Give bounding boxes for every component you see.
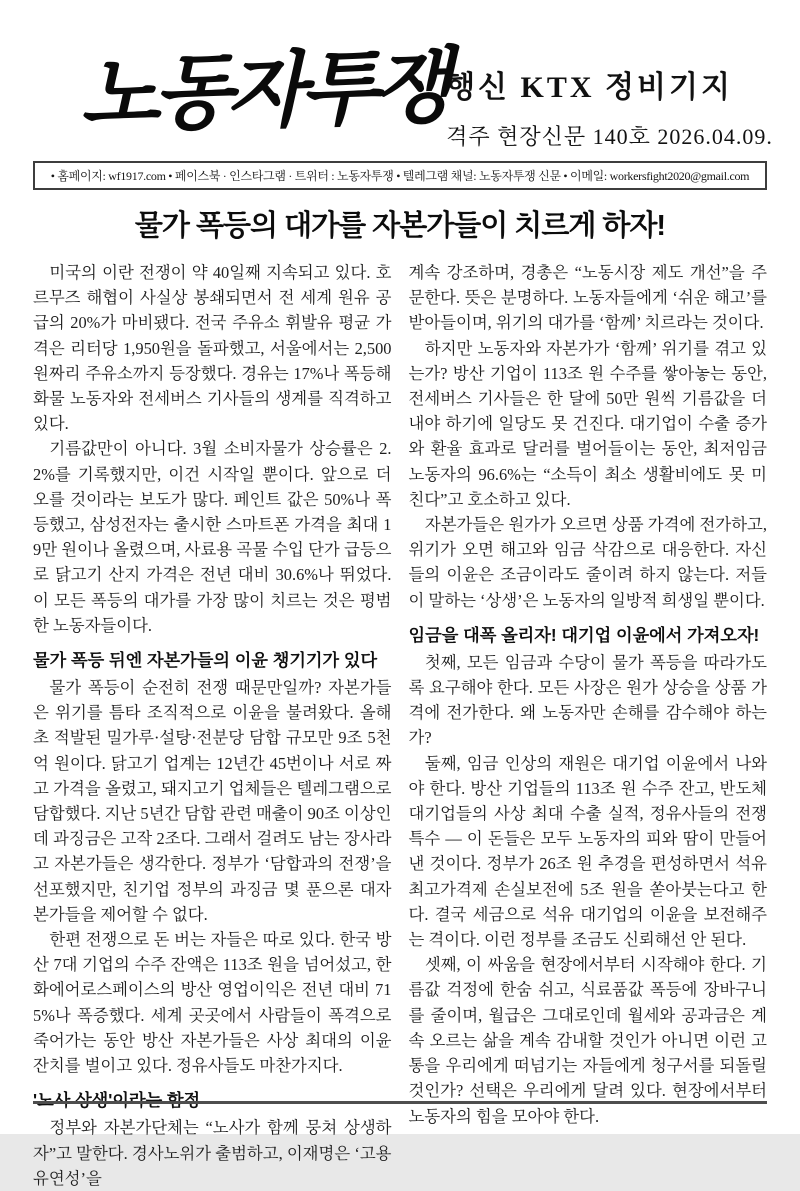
masthead-row <box>0 0 800 151</box>
masthead <box>0 0 800 190</box>
contact-info-bar: • 홈페이지: wf1917.com • 페이스북 · 인스타그램 · 트위터 : 노동자투쟁 • 텔레그램 채널: 노동자투쟁 신문 • 이메일: workersfight2020@gmail.com <box>33 161 767 190</box>
left-column <box>33 260 392 1191</box>
bottom-divider <box>33 1101 767 1104</box>
body-paragraph: 미국의 이란 전쟁이 약 40일째 지속되고 있다. 호르무즈 해협이 사실상 봉쇄되면서 전 세계 원유 공급의 20%가 마비됐다. 전국 주유소 휘발유 평균 가격은 리터당 1,950원을 돌파했고, 서울에서는 2,500원짜리 주유소까지 등장했다. 경유는 17%나 폭등해 화물 노동자와 전세버스 기사들의 생계를 직격하고 있다. <box>33 263 392 434</box>
body-paragraph: 하지만 노동자와 자본가가 ‘함께’ 위기를 겪고 있는가? 방산 기업이 113조 원 수주를 쌓아놓는 동안, 전세버스 기사들은 한 달에 50만 원씩 기름값을 더 내야 하기에 일당도 못 건진다. 대기업이 수출 증가와 환율 효과로 달러를 벌어들이는 동안, 최저임금 노동자의 96.6%는 “소득이 최소 생활비에도 못 미친다”고 호소하고 있다. <box>408 338 767 509</box>
section-heading: '노사 상생'이라는 함정 <box>33 1090 201 1111</box>
body-paragraph: 정부와 자본가단체는 “노사가 함께 뭉쳐 상생하자”고 말한다. 경사노위가 출범하고, 이재명은 ‘고용 유연성’을 <box>33 1118 392 1188</box>
headline: 물가 폭등의 대가를 자본가들이 치르게 하자! <box>134 210 666 242</box>
section-heading: 임금을 대폭 올리자! 대기업 이윤에서 가져오자! <box>408 624 760 645</box>
article-body <box>0 244 800 1191</box>
body-paragraph: 한편 전쟁으로 돈 버는 자들은 따로 있다. 한국 방산 7대 기업의 수주 잔액은 113조 원을 넘어섰고, 한화에어로스페이스의 방산 영업이익은 전년 대비 715%나 폭증했다. 세계 곳곳에서 사람들이 폭격으로 죽어가는 동안 방산 자본가들은 사상 최대의 이윤 잔치를 벌이고 있다. 정유사들도 마찬가지다. <box>33 930 392 1076</box>
issue-line: 격주 현장신문 140호 2026.04.09. <box>446 124 773 149</box>
right-column <box>409 260 768 1191</box>
body-paragraph: 물가 폭등이 순전히 전쟁 때문만일까? 자본가들은 위기를 틈타 조직적으로 이윤을 불려왔다. 올해 초 적발된 밀가루·설탕·전분당 담합 규모만 9조 5천억 원이다. 닭고기 업계는 12년간 45번이나 서로 짜고 가격을 올렸고, 돼지고기 업체들은 텔레그램으로 담합했다. 지난 5년간 담합 관련 매출이 90조 이상인데 과징금은 고작 2조다. 그래서 걸려도 남는 장사라고 자본가들은 생각한다. 정부가 ‘담합과의 전쟁’을 선포했지만, 친기업 정부의 과징금 몇 푼으론 대자본가들을 제어할 수 없다. <box>33 678 392 924</box>
edition-title: 행신 KTX 정비기지 <box>446 71 733 104</box>
section-heading: 물가 폭등 뒤엔 자본가들의 이윤 챙기기가 있다 <box>33 650 378 671</box>
body-paragraph: 계속 강조하며, 경총은 “노동시장 제도 개선”을 주문한다. 뜻은 분명하다. 노동자들에게 ‘쉬운 해고’를 받아들이며, 위기의 대가를 ‘함께’ 치르라는 것이다. <box>408 263 767 333</box>
body-paragraph: 첫째, 모든 임금과 수당이 물가 폭등을 따라가도록 요구해야 한다. 모든 사장은 원가 상승을 상품 가격에 전가한다. 왜 노동자만 손해를 감수해야 하는가? <box>408 652 767 748</box>
newspaper-logo: 노동자투쟁 <box>78 38 448 144</box>
body-paragraph: 셋째, 이 싸움을 현장에서부터 시작해야 한다. 기름값 걱정에 한숨 쉬고, 식료품값 폭등에 장바구니를 줄이며, 월급은 그대로인데 월세와 공과금은 계속 오르는 삶을 계속 감내할 것인가 아니면 이런 고통을 우리에게 떠넘기는 자들에게 청구서를 되돌릴 것인가? 선택은 우리에게 달려 있다. 현장에서부터 노동자의 힘을 모아야 한다. <box>408 955 767 1126</box>
body-paragraph: 둘째, 임금 인상의 재원은 대기업 이윤에서 나와야 한다. 방산 기업들의 113조 원 수주 잔고, 반도체 대기업들의 사상 최대 수출 실적, 정유사들의 전쟁 특수 — 이 돈들은 모두 노동자의 피와 땀이 만들어낸 것이다. 정부가 26조 원 추경을 편성하면서 석유 최고가격제 손실보전에 5조 원을 쏟아붓는다고 한다. 결국 세금으로 석유 대기업의 이윤을 보전해주는 격이다. 이런 정부를 조금도 신뢰해선 안 된다. <box>408 753 767 950</box>
masthead-right <box>446 44 773 151</box>
body-paragraph: 자본가들은 원가가 오르면 상품 가격에 전가하고, 위기가 오면 해고와 임금 삭감으로 대응한다. 자신들의 이윤은 조금이라도 줄이려 하지 않는다. 저들이 말하는 ‘상생’은 노동자의 일방적 희생일 뿐이다. <box>408 515 767 610</box>
body-paragraph: 기름값만이 아니다. 3월 소비자물가 상승률은 2.2%를 기록했지만, 이건 시작일 뿐이다. 앞으로 더 오를 것이라는 보도가 많다. 페인트 값은 50%나 폭등했고, 삼성전자는 출시한 스마트폰 가격을 최대 19만 원이나 올렸으며, 사료용 곡물 수입 단가 급등으로 닭고기 산지 가격은 전년 대비 30.6%나 뛰었다. 이 모든 폭등의 대가를 가장 많이 치르는 것은 평범한 노동자들이다. <box>33 439 392 635</box>
